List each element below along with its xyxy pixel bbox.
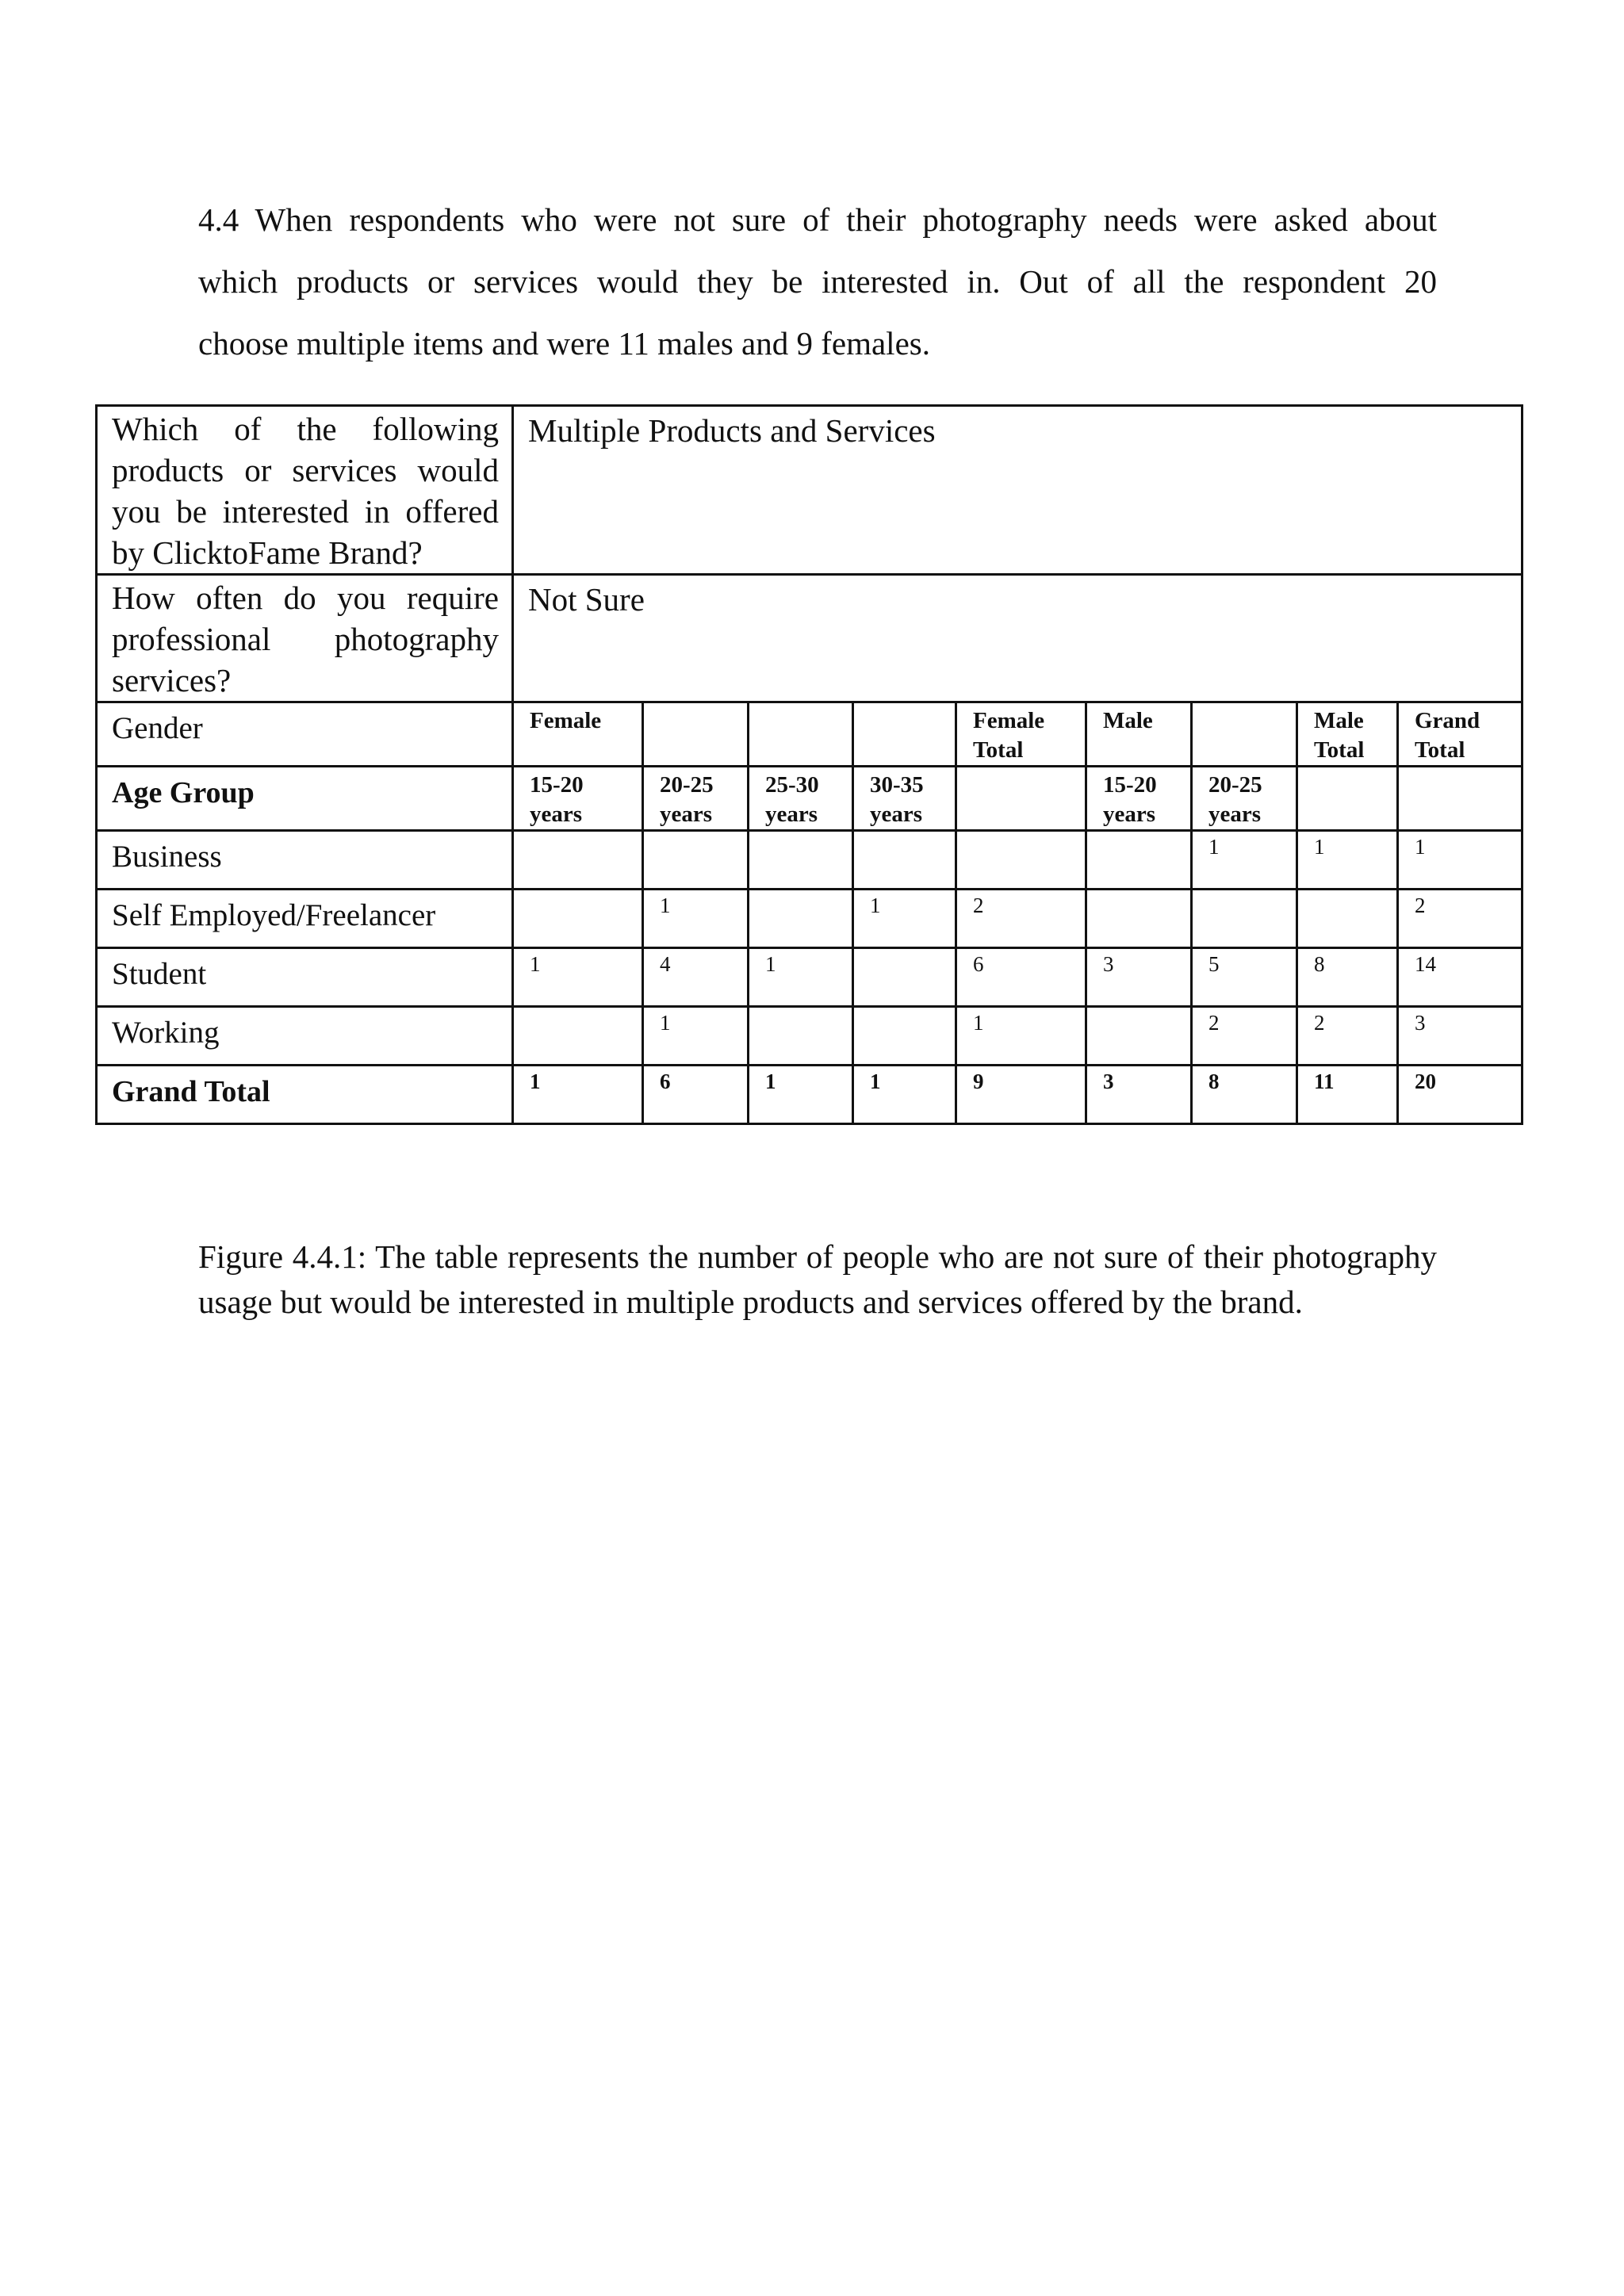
total-cell: 1 xyxy=(749,1066,853,1124)
gender-header-cell: Male Total xyxy=(1297,702,1398,767)
data-cell: 4 xyxy=(643,948,749,1007)
question-row-products xyxy=(97,406,1522,575)
gender-header-cell: Male xyxy=(1086,702,1192,767)
figure-caption: Figure 4.4.1: The table represents the number of people who are not sure of their photography usage but would be interested in multiple products and services offered by the brand. xyxy=(198,1238,1437,1320)
gender-header-cell xyxy=(749,702,853,767)
total-cell: 6 xyxy=(643,1066,749,1124)
intro-line-3: choose multiple items and were 11 males and 9 females. xyxy=(198,325,930,362)
gender-header-cell: Female xyxy=(513,702,643,767)
total-cell: 1 xyxy=(513,1066,643,1124)
data-cell: 3 xyxy=(1398,1007,1522,1066)
data-cell: 2 xyxy=(1192,1007,1297,1066)
gender-header-cell xyxy=(643,702,749,767)
data-cell xyxy=(853,831,956,890)
age-header-cell: 15-20 years xyxy=(1086,767,1192,831)
survey-table xyxy=(95,404,1523,1125)
data-cell xyxy=(749,831,853,890)
data-cell: 1 xyxy=(956,1007,1086,1066)
total-cell: 9 xyxy=(956,1066,1086,1124)
intro-paragraph xyxy=(198,189,1437,374)
row-label: Working xyxy=(97,1007,513,1066)
question-row-frequency xyxy=(97,575,1522,702)
row-label: Student xyxy=(97,948,513,1007)
data-cell: 3 xyxy=(1086,948,1192,1007)
answer-products: Multiple Products and Services xyxy=(513,406,1522,575)
data-cell: 6 xyxy=(956,948,1086,1007)
total-cell: 3 xyxy=(1086,1066,1192,1124)
data-cell: 2 xyxy=(956,890,1086,948)
age-header-cell xyxy=(1398,767,1522,831)
gender-header-cell: Grand Total xyxy=(1398,702,1522,767)
data-cell: 14 xyxy=(1398,948,1522,1007)
total-cell: 20 xyxy=(1398,1066,1522,1124)
data-cell: 1 xyxy=(1398,831,1522,890)
gender-header-row xyxy=(97,702,1522,767)
age-header-cell: 15-20 years xyxy=(513,767,643,831)
age-header-cell: 30-35 years xyxy=(853,767,956,831)
table-row xyxy=(97,948,1522,1007)
table-row xyxy=(97,831,1522,890)
age-header-cell: 25-30 years xyxy=(749,767,853,831)
total-cell: 1 xyxy=(853,1066,956,1124)
data-cell: 1 xyxy=(1192,831,1297,890)
row-label: Business xyxy=(97,831,513,890)
age-header-cell xyxy=(1297,767,1398,831)
age-header-cell: 20-25 years xyxy=(1192,767,1297,831)
data-cell: 1 xyxy=(749,948,853,1007)
data-cell: 1 xyxy=(643,1007,749,1066)
data-cell: 5 xyxy=(1192,948,1297,1007)
data-cell xyxy=(513,1007,643,1066)
total-cell: 11 xyxy=(1297,1066,1398,1124)
intro-line-2: which products or services would they be interested in. Out of all the respondent 20 xyxy=(198,263,1437,300)
data-cell xyxy=(643,831,749,890)
data-cell xyxy=(1086,1007,1192,1066)
table-row xyxy=(97,1007,1522,1066)
data-cell xyxy=(1086,831,1192,890)
data-cell: 1 xyxy=(853,890,956,948)
total-cell: 8 xyxy=(1192,1066,1297,1124)
gender-header-cell: Female Total xyxy=(956,702,1086,767)
data-cell: 8 xyxy=(1297,948,1398,1007)
data-cell xyxy=(956,831,1086,890)
table-row xyxy=(97,890,1522,948)
age-header-row xyxy=(97,767,1522,831)
age-group-label: Age Group xyxy=(97,767,513,831)
data-cell: 1 xyxy=(1297,831,1398,890)
data-cell: 1 xyxy=(513,948,643,1007)
data-cell xyxy=(853,948,956,1007)
row-label: Self Employed/Freelancer xyxy=(97,890,513,948)
data-cell xyxy=(513,831,643,890)
age-header-cell: 20-25 years xyxy=(643,767,749,831)
data-cell xyxy=(1192,890,1297,948)
data-cell: 1 xyxy=(643,890,749,948)
gender-header-cell xyxy=(1192,702,1297,767)
question-frequency: How often do you require professional photography services? xyxy=(97,575,513,702)
data-cell: 2 xyxy=(1398,890,1522,948)
question-products: Which of the following products or services would you be interested in offered by ClicktoFame Brand? xyxy=(97,406,513,575)
data-cell xyxy=(749,1007,853,1066)
gender-label: Gender xyxy=(97,702,513,767)
intro-line-1: 4.4 When respondents who were not sure of their photography needs were asked about xyxy=(198,201,1437,238)
data-cell xyxy=(1297,890,1398,948)
age-header-cell xyxy=(956,767,1086,831)
grand-total-row xyxy=(97,1066,1522,1124)
answer-frequency: Not Sure xyxy=(513,575,1522,702)
data-cell xyxy=(1086,890,1192,948)
data-cell: 2 xyxy=(1297,1007,1398,1066)
data-cell xyxy=(513,890,643,948)
gender-header-cell xyxy=(853,702,956,767)
data-cell xyxy=(749,890,853,948)
data-cell xyxy=(853,1007,956,1066)
grand-total-label: Grand Total xyxy=(97,1066,513,1124)
